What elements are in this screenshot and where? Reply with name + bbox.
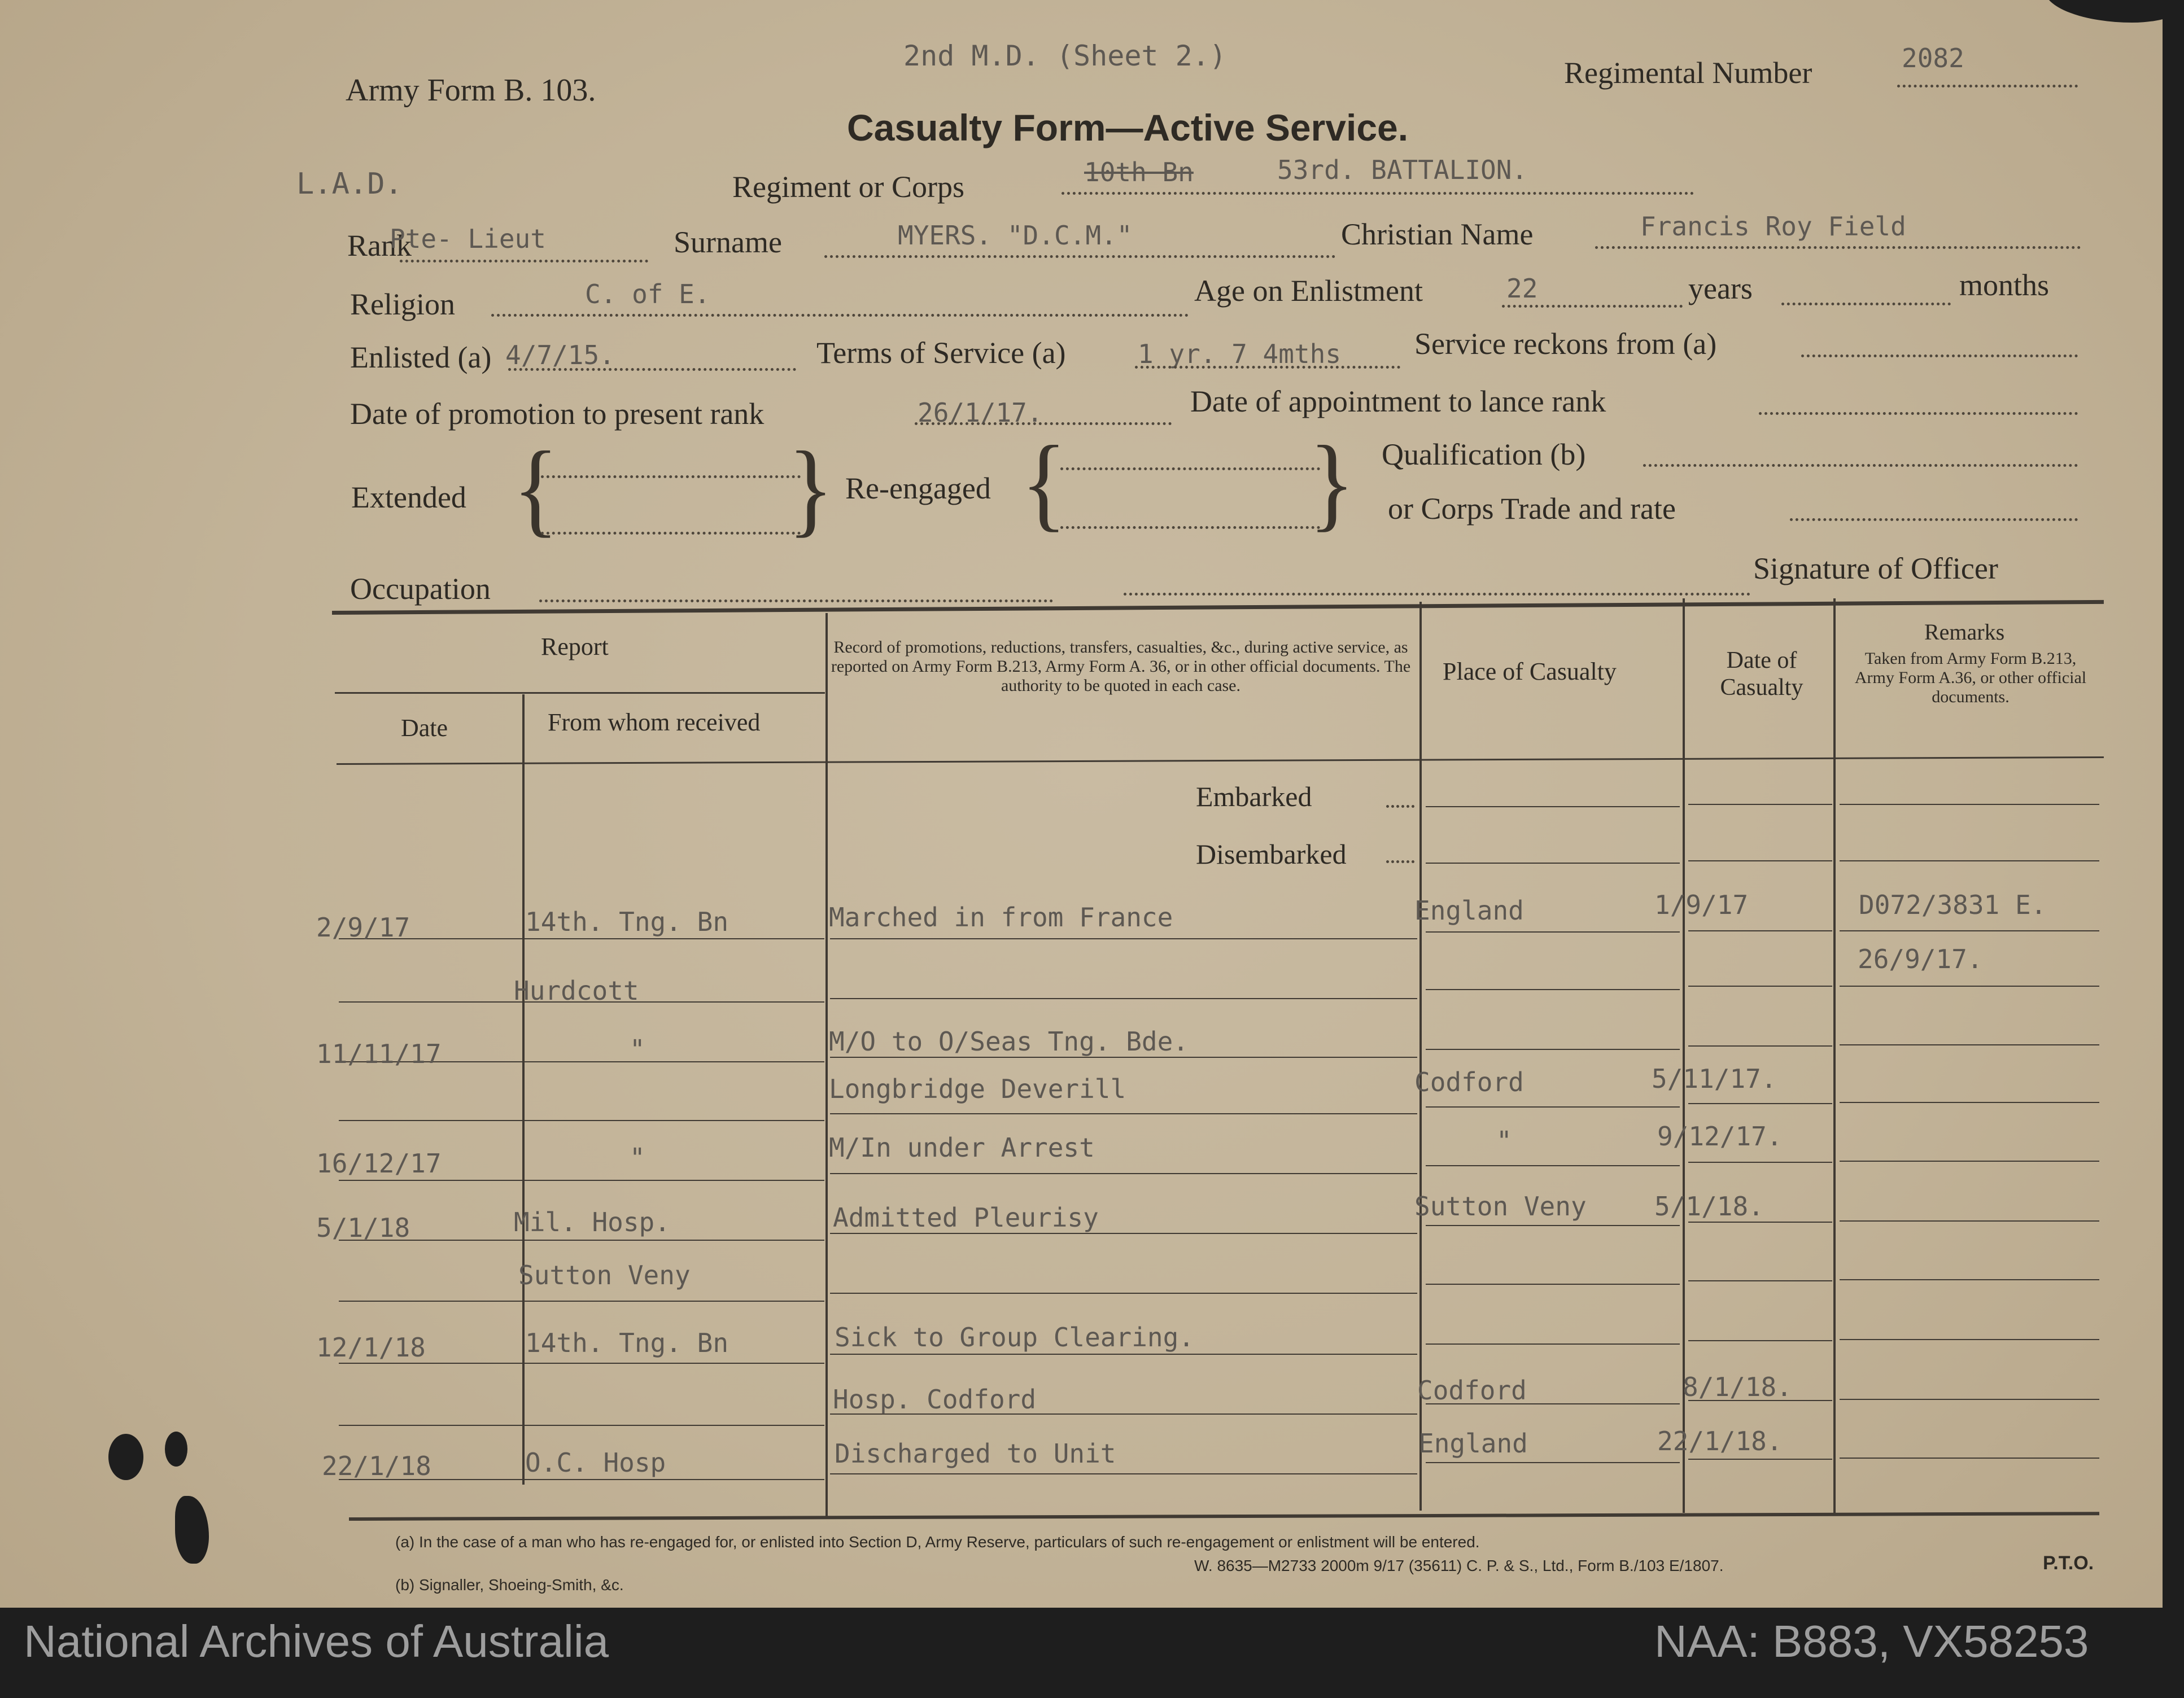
- report-subheader-rule: [335, 692, 825, 694]
- table-row-0-remarks: D072/3831 E.: [1859, 890, 2047, 920]
- table-row-5-date-casualty: 5/1/18.: [1654, 1191, 1764, 1222]
- table-row-5-date: 5/1/18: [316, 1213, 410, 1243]
- service-reckons-label: Service reckons from (a): [1414, 327, 1717, 361]
- regimental-number-value: 2082: [1902, 43, 1964, 73]
- table-row-9-date: 22/1/18: [322, 1451, 431, 1481]
- enlisted-value: 4/7/15.: [505, 340, 615, 370]
- table-row-0-from: 14th. Tng. Bn: [525, 907, 729, 937]
- corps-trade-label: or Corps Trade and rate: [1388, 492, 1676, 526]
- rank-label: Rank: [347, 229, 412, 262]
- table-row-0-date-casualty: 1/9/17: [1654, 890, 1749, 920]
- printer-imprint: W. 8635—M2733 2000m 9/17 (35611) C. P. & S., Ltd., Form B./103 E/1807.: [1194, 1557, 1724, 1574]
- table-row-5-record: Admitted Pleurisy: [833, 1202, 1099, 1233]
- enlisted-label: Enlisted (a): [350, 340, 492, 374]
- years-label: years: [1688, 272, 1753, 305]
- table-row-1-from: Hurdcott: [514, 975, 639, 1006]
- report-header: Report: [541, 633, 609, 660]
- remarks-column-divider: [1833, 598, 1836, 1513]
- extended-open-brace: {: [513, 430, 559, 547]
- regiment-label: Regiment or Corps: [732, 170, 964, 204]
- extended-close-brace: }: [788, 430, 834, 547]
- occupation-label: Occupation: [350, 572, 491, 606]
- place-column-divider: [1419, 602, 1422, 1511]
- table-row-2-date: 11/11/17: [316, 1039, 442, 1069]
- date-casualty-header: Date of Casualty: [1720, 647, 1803, 701]
- table-row-2-record: M/O to O/Seas Tng. Bde.: [829, 1026, 1189, 1057]
- footnote-b: (b) Signaller, Shoeing-Smith, &c.: [395, 1576, 624, 1594]
- promotion-value: 26/1/17.: [918, 397, 1043, 428]
- table-row-7-from: 14th. Tng. Bn: [525, 1328, 729, 1358]
- table-row-6-from: Sutton Veny: [518, 1260, 691, 1290]
- from-header: From whom received: [548, 708, 761, 736]
- disembarked-label: Disembarked: [1196, 838, 1347, 870]
- form-title: Casualty Form—Active Service.: [847, 107, 1409, 148]
- lance-rank-label: Date of appointment to lance rank: [1190, 384, 1606, 418]
- remarks-header: Remarks: [1924, 619, 2005, 645]
- reengaged-open-brace: {: [1021, 424, 1067, 541]
- table-row-0-date: 2/9/17: [316, 912, 410, 943]
- embarked-label: Embarked: [1196, 781, 1312, 812]
- table-row-5-from: Mil. Hosp.: [514, 1207, 670, 1237]
- signature-label: Signature of Officer: [1753, 552, 1998, 585]
- record-column-divider: [825, 613, 828, 1516]
- extended-label: Extended: [351, 480, 466, 514]
- place-header: Place of Casualty: [1443, 658, 1617, 685]
- footnote-a: (a) In the case of a man who has re-engaged for, or enlisted into Section D, Army Reserve, particulars of such re-engagement or enlistment will be entered.: [395, 1533, 1480, 1551]
- reengaged-close-brace: }: [1309, 424, 1355, 541]
- footer-rule: [349, 1512, 2099, 1521]
- form-name: Army Form B. 103.: [346, 73, 596, 108]
- table-row-4-from: ": [630, 1143, 645, 1173]
- table-row-9-place: England: [1418, 1428, 1528, 1459]
- table-row-5-place: Sutton Veny: [1414, 1191, 1587, 1222]
- religion-label: Religion: [350, 287, 455, 321]
- table-header-rule: [337, 756, 2104, 765]
- christian-name-label: Christian Name: [1341, 217, 1534, 251]
- surname-label: Surname: [674, 225, 782, 259]
- table-row-7-record: Sick to Group Clearing.: [835, 1322, 1194, 1353]
- punch-hole: [165, 1432, 187, 1467]
- table-row-0-record: Marched in from France: [829, 902, 1173, 933]
- table-row-7-date: 12/1/18: [316, 1332, 426, 1363]
- table-row-4-date-casualty: 9/12/17.: [1657, 1121, 1783, 1152]
- regiment-value: 53rd. BATTALION.: [1277, 155, 1528, 185]
- date-header: Date: [401, 714, 448, 742]
- table-row-1-remarks: 26/9/17.: [1858, 944, 1983, 974]
- table-row-9-from: O.C. Hosp: [525, 1447, 666, 1478]
- table-row-3-record: Longbridge Deverill: [829, 1074, 1126, 1104]
- promotion-label: Date of promotion to present rank: [350, 397, 765, 431]
- archive-name: National Archives of Australia: [24, 1616, 609, 1666]
- surname-value: MYERS. "D.C.M.": [898, 220, 1133, 251]
- table-row-9-record: Discharged to Unit: [835, 1438, 1116, 1469]
- qualification-label: Qualification (b): [1382, 437, 1586, 471]
- pto-label: P.T.O.: [2043, 1552, 2094, 1574]
- sheet-reference: 2nd M.D. (Sheet 2.): [903, 40, 1226, 72]
- lad-stamp: L.A.D.: [296, 167, 403, 201]
- age-label: Age on Enlistment: [1194, 274, 1423, 308]
- table-row-8-place: Codford: [1417, 1375, 1527, 1406]
- table-row-8-record: Hosp. Codford: [833, 1384, 1037, 1415]
- table-row-9-date-casualty: 22/1/18.: [1657, 1426, 1783, 1456]
- table-row-8-date-casualty: 8/1/18.: [1683, 1372, 1792, 1402]
- table-row-4-date: 16/12/17: [316, 1148, 442, 1179]
- months-label: months: [1959, 268, 2050, 302]
- from-column-divider: [522, 694, 525, 1485]
- religion-value: C. of E.: [585, 279, 710, 309]
- terms-label: Terms of Service (a): [816, 336, 1066, 370]
- terms-value: 1 yr. 7 4mths: [1138, 339, 1342, 369]
- table-row-4-place: ": [1496, 1126, 1512, 1156]
- table-row-0-place: England: [1414, 895, 1524, 926]
- regimental-number-label: Regimental Number: [1564, 56, 1812, 90]
- archive-reference: NAA: B883, VX58253: [1654, 1616, 2089, 1666]
- table-row-3-date-casualty: 5/11/17.: [1652, 1064, 1777, 1094]
- punch-hole: [108, 1434, 143, 1480]
- punch-hole: [175, 1496, 209, 1564]
- rank-value: Pte- Lieut: [390, 224, 546, 254]
- table-row-2-from: ": [630, 1034, 645, 1065]
- regiment-struck-value: 10th Bn: [1084, 157, 1194, 187]
- age-value: 22: [1506, 273, 1538, 304]
- table-row-3-place: Codford: [1414, 1067, 1524, 1097]
- christian-name-value: Francis Roy Field: [1640, 211, 1906, 242]
- reengaged-label: Re-engaged: [845, 471, 991, 505]
- table-row-4-record: M/In under Arrest: [829, 1132, 1095, 1163]
- page-edge-shadow: [2163, 0, 2184, 1608]
- remarks-subheader: Taken from Army Form B.213, Army Form A.36, or other official documents.: [1854, 649, 2087, 706]
- record-header: Record of promotions, reductions, transfers, casualties, &c., during active service, as reported on Army Form B.213, Army Form A. 36, or in other official documents. The authority to be quoted in each case.: [831, 638, 1411, 695]
